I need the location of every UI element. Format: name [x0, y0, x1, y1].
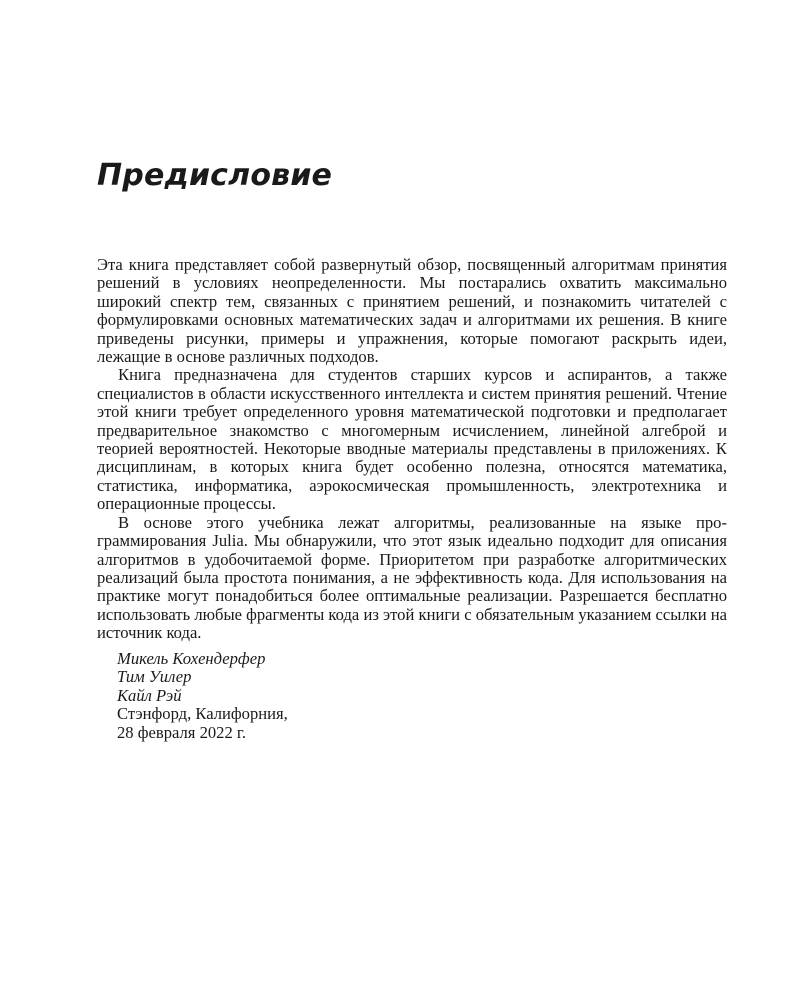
author-name: Микель Кохендерфер: [117, 649, 266, 668]
preface-body: [97, 256, 727, 643]
signature-block: [117, 650, 288, 742]
author-name: Кайл Рэй: [117, 685, 182, 705]
paragraph-3: В основе этого учебника лежат алгоритмы, реализованные на языке программирования Julia. Мы обнаружили, что этот язык идеально подходит для описания алгоритмов в удобочитаемой форме. Приоритетом при разработке алгоритмических реализаций была простота понимания, а не эффективность кода. Для использования на практике могут понадобиться более оптимальные реализации. Разрешается бесплатно использовать любые фрагменты кода из этой книги с обязательным указанием ссылки на источник кода.: [97, 512, 727, 643]
page-title: Предисловие: [97, 158, 333, 193]
author-name: Тим Уилер: [117, 667, 192, 687]
signature-place: Стэнфорд, Калифорния,: [117, 704, 288, 724]
signature-date: 28 февраля 2022 г.: [117, 722, 246, 742]
paragraph-1: Эта книга представляет собой развернутый обзор, посвященный алгоритмам принятия решений в условиях неопределенности. Мы постарались охватить максимально широкий спектр тем, связанных с принятием решений, и познакомить читателей с формулировками основных математических задач и алгоритмами их решения. В книге приведены рисунки, примеры и упражнения, которые помогают раскрыть идеи, лежащие в основе различных подходов.: [97, 255, 727, 367]
paragraph-2: Книга предназначена для студентов старших курсов и аспирантов, а также специалистов в области искусственного интеллекта и систем принятия решений. Чтение этой книги требует определенного уровня математической подготовки и предполагает предварительное знакомство с многомерным исчислением, линейной алгеброй и теорией вероятностей. Некоторые вводные материалы представлены в приложениях. К дисциплинам, в которых книга будет особенно полезна, относятся математика, статистика, информатика, аэрокосмическая промышленность, электротехника и операционные процессы.: [97, 365, 727, 514]
